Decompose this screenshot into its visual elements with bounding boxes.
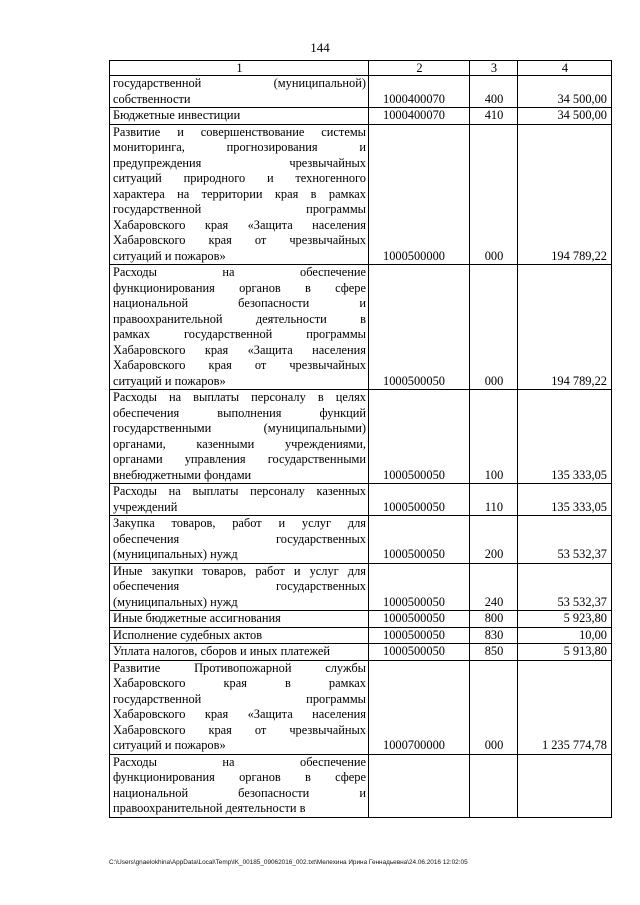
description-line: Исполнение судебных актов (113, 627, 263, 642)
description-line: (муниципальных) нужд (113, 594, 238, 609)
row-type (470, 754, 518, 817)
description-line: государственной (муниципальной) (113, 76, 366, 90)
description-line: обеспечения государственных (113, 579, 366, 593)
description-line: Хабаровского края «Защита населения (113, 707, 366, 721)
description-line: Иные закупки товаров, работ и услуг для (113, 563, 366, 578)
description-line: государственной программы (113, 691, 366, 706)
header-col-4: 4 (518, 61, 612, 76)
row-code: 1000500050 (369, 563, 470, 611)
row-type: 830 (470, 627, 518, 644)
row-description (110, 563, 369, 611)
table-row (110, 611, 612, 628)
description-line: Закупка товаров, работ и услуг для (113, 516, 366, 530)
table-row (110, 644, 612, 661)
row-description (110, 660, 369, 754)
description-line: (муниципальных) нужд (113, 547, 238, 561)
description-line: рамках государственной программы (113, 327, 366, 341)
description-line: Расходы на обеспечение (113, 265, 366, 279)
row-code: 1000400070 (369, 76, 470, 108)
description-line: обеспечения выполнения функций (113, 405, 366, 420)
page-number: 144 (310, 40, 330, 55)
description-line: обеспечения государственных (113, 531, 366, 546)
row-type: 000 (470, 660, 518, 754)
description-line: национальной безопасности и (113, 296, 366, 310)
row-amount: 53 532,37 (518, 563, 612, 611)
header-col-2: 2 (369, 61, 470, 76)
description-line: органами, казенными учреждениями, (113, 436, 366, 451)
row-amount (518, 754, 612, 817)
description-line: ситуаций и пожаров» (113, 738, 226, 752)
description-line: правоохранительной деятельности в (113, 801, 306, 815)
row-amount: 135 333,05 (518, 484, 612, 516)
description-line: учреждений (113, 499, 178, 514)
budget-table (109, 60, 612, 818)
description-line: Уплата налогов, сборов и иных платежей (113, 644, 331, 658)
row-code: 1000500000 (369, 124, 470, 265)
description-line: Хабаровского края «Защита населения (113, 342, 366, 357)
row-type: 240 (470, 563, 518, 611)
row-type: 100 (470, 390, 518, 484)
description-line: Расходы на выплаты персоналу казенных (113, 484, 366, 498)
row-description (110, 611, 369, 628)
row-amount: 5 913,80 (518, 644, 612, 661)
row-type: 000 (470, 124, 518, 265)
row-type: 800 (470, 611, 518, 628)
row-type: 850 (470, 644, 518, 661)
row-amount: 135 333,05 (518, 390, 612, 484)
table-row (110, 265, 612, 390)
row-type: 000 (470, 265, 518, 390)
description-line: Хабаровского края от чрезвычайных (113, 233, 366, 247)
table-row (110, 516, 612, 564)
table-row (110, 484, 612, 516)
row-code: 1000500050 (369, 390, 470, 484)
description-line: органами управления государственными (113, 452, 366, 466)
row-code: 1000500050 (369, 627, 470, 644)
row-description (110, 627, 369, 644)
row-description (110, 516, 369, 564)
row-description (110, 390, 369, 484)
description-line: Бюджетные инвестиции (113, 108, 241, 122)
description-line: функционирования органов в сфере (113, 770, 366, 784)
table-row (110, 563, 612, 611)
description-line: правоохранительной деятельности в (113, 311, 366, 326)
description-line: Хабаровского края в рамках (113, 676, 366, 690)
row-amount: 10,00 (518, 627, 612, 644)
row-description (110, 108, 369, 125)
table-row (110, 627, 612, 644)
description-line: Иные бюджетные ассигнования (113, 611, 281, 625)
row-amount: 194 789,22 (518, 124, 612, 265)
description-line: внебюджетными фондами (113, 467, 252, 482)
description-line: государственной программы (113, 202, 366, 216)
description-line: Хабаровского края от чрезвычайных (113, 722, 366, 737)
row-description (110, 124, 369, 265)
table-row (110, 108, 612, 125)
description-line: Расходы на выплаты персоналу в целях (113, 390, 366, 404)
row-type: 400 (470, 76, 518, 108)
table-header-row (110, 61, 612, 76)
row-description (110, 265, 369, 390)
row-type: 410 (470, 108, 518, 125)
description-line: ситуаций и пожаров» (113, 248, 226, 263)
row-code: 1000500050 (369, 484, 470, 516)
row-amount: 34 500,00 (518, 76, 612, 108)
row-description (110, 484, 369, 516)
description-line: функционирования органов в сфере (113, 280, 366, 295)
table-row (110, 390, 612, 484)
description-line: государственными (муниципальными) (113, 421, 366, 435)
table-row (110, 754, 612, 817)
header-col-1: 1 (110, 61, 369, 76)
description-line: Развитие Противопожарной службы (113, 660, 366, 675)
row-description (110, 644, 369, 661)
row-description (110, 76, 369, 108)
description-line: собственности (113, 91, 191, 106)
row-type: 200 (470, 516, 518, 564)
description-line: Хабаровского края от чрезвычайных (113, 358, 366, 372)
table-row (110, 76, 612, 108)
row-amount: 194 789,22 (518, 265, 612, 390)
description-line: национальной безопасности и (113, 785, 366, 800)
table-row (110, 660, 612, 754)
row-code: 1000400070 (369, 108, 470, 125)
description-line: ситуаций природного и техногенного (113, 171, 366, 185)
description-line: Хабаровского края «Защита населения (113, 217, 366, 232)
description-line: ситуаций и пожаров» (113, 373, 226, 388)
row-code: 1000500050 (369, 644, 470, 661)
row-amount: 53 532,37 (518, 516, 612, 564)
table-row (110, 124, 612, 265)
row-code: 1000700000 (369, 660, 470, 754)
description-line: предупреждения чрезвычайных (113, 155, 366, 170)
row-description (110, 754, 369, 817)
row-amount: 34 500,00 (518, 108, 612, 125)
row-amount: 5 923,80 (518, 611, 612, 628)
header-col-3: 3 (470, 61, 518, 76)
description-line: мониторинга, прогнозирования и (113, 140, 366, 154)
description-line: Расходы на обеспечение (113, 754, 366, 769)
file-path-footer: C:\Users\gnaelokhina\AppData\Local\Temp\IK_00185_09062016_002.txt\Мелехина Ирина Геннадьевна\24.06.2016 12:02:05 (109, 859, 468, 866)
row-code: 1000500050 (369, 516, 470, 564)
row-amount: 1 235 774,78 (518, 660, 612, 754)
description-line: характера на территории края в рамках (113, 186, 366, 201)
row-code (369, 754, 470, 817)
row-code: 1000500050 (369, 265, 470, 390)
row-type: 110 (470, 484, 518, 516)
description-line: Развитие и совершенствование системы (113, 124, 366, 139)
row-code: 1000500050 (369, 611, 470, 628)
